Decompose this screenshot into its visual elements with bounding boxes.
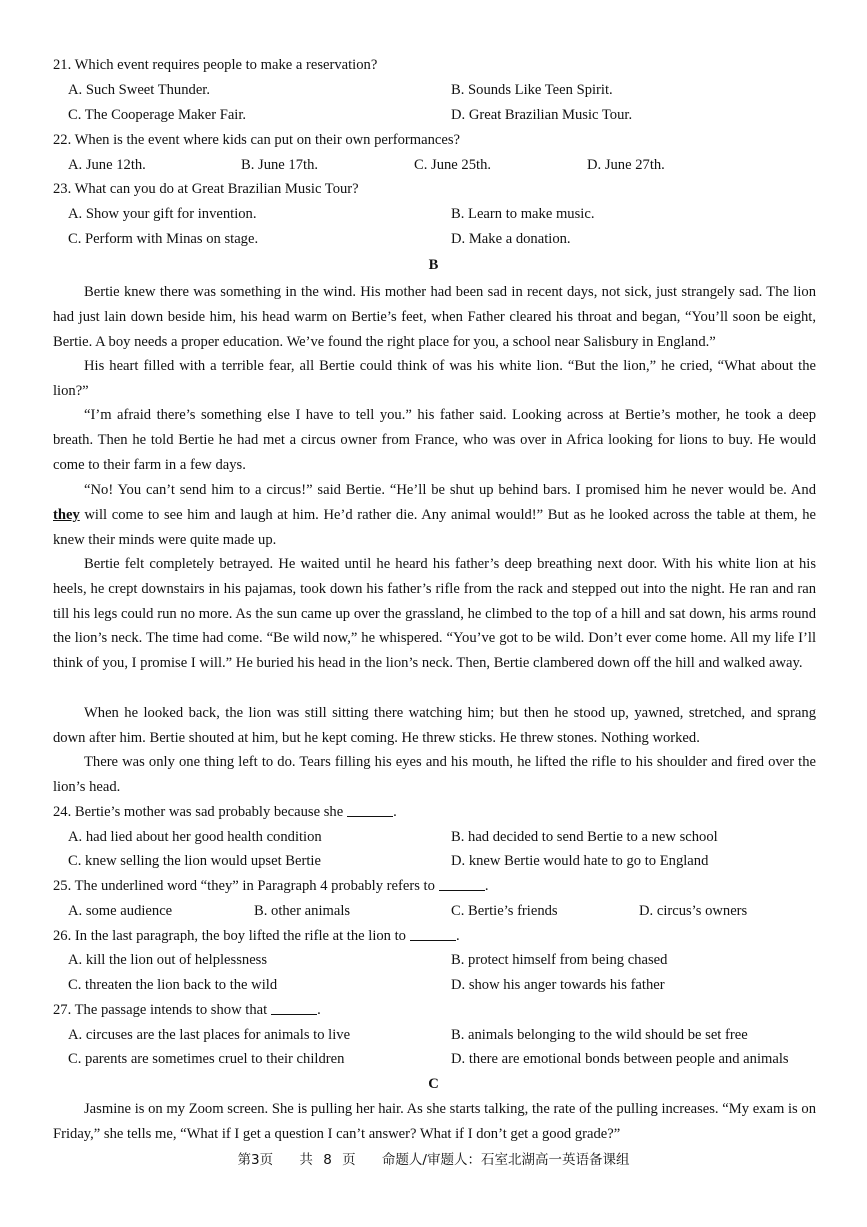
question-25-stem-text: 25. The underlined word “they” in Paragraph 4 probably refers to bbox=[53, 878, 435, 894]
question-22-option-b: B. June 17th. bbox=[241, 157, 319, 173]
question-22-option-c: C. June 25th. bbox=[414, 157, 492, 173]
footer-author: 命题人/审题人：石室北湖高一英语备课组 bbox=[381, 1152, 630, 1168]
question-21-stem: 21. Which event requires people to make a reservation? bbox=[53, 57, 378, 73]
question-24-option-d: D. knew Bertie would hate to go to England bbox=[451, 853, 709, 869]
question-26-stem: 26. In the last paragraph, the boy lifted the rifle at the lion to . bbox=[53, 928, 460, 944]
section-b-heading: B bbox=[428, 257, 439, 273]
question-25-stem: 25. The underlined word “they” in Paragraph 4 probably refers to . bbox=[53, 878, 489, 894]
question-23-option-d: D. Make a donation. bbox=[451, 231, 571, 247]
question-21-option-a: A. Such Sweet Thunder. bbox=[68, 82, 211, 98]
answer-blank bbox=[347, 802, 393, 817]
question-27-stem-text: 27. The passage intends to show that bbox=[53, 1002, 268, 1018]
question-25-option-a: A. some audience bbox=[68, 903, 173, 919]
question-24-stem-text: 24. Bertie’s mother was sad probably because she bbox=[53, 804, 344, 820]
passage-b-paragraph-1: Bertie knew there was something in the wind. His mother had been sad in recent days, not sick, just strangely sad. The lion had just lain down beside him, his head warm on Bertie’s feet, when Father cleared his throat and began, “You’ll soon be eight, Bertie. A boy needs a proper education. We’ve found the right place for you, a school near Salisbury in England.” bbox=[53, 284, 816, 350]
question-26-option-c: C. threaten the lion back to the wild bbox=[68, 977, 278, 993]
question-27-option-c: C. parents are sometimes cruel to their children bbox=[68, 1051, 345, 1067]
question-25-option-d: D. circus’s owners bbox=[639, 903, 748, 919]
question-26-option-b: B. protect himself from being chased bbox=[451, 952, 668, 968]
question-24-option-a: A. had lied about her good health condition bbox=[68, 829, 322, 845]
paragraph-4-text-end: will come to see him and laugh at him. He’d rather die. Any animal would!” But as he looked across the table at them, he knew their minds were quite made up. bbox=[53, 506, 816, 548]
answer-blank bbox=[410, 926, 456, 941]
answer-blank bbox=[271, 1000, 317, 1015]
question-27-option-d: D. there are emotional bonds between people and animals bbox=[451, 1051, 789, 1067]
paragraph-4-text-start: “No! You can’t send him to a circus!” said Bertie. “He’ll be shut up behind bars. I promised him he never would be. And bbox=[84, 482, 816, 498]
section-c-heading: C bbox=[428, 1076, 439, 1092]
passage-b-paragraph-4 bbox=[53, 478, 816, 552]
question-26-option-a: A. kill the lion out of helplessness bbox=[68, 952, 268, 968]
question-22-option-a: A. June 12th. bbox=[68, 157, 146, 173]
passage-b-paragraph-3: “I’m afraid there’s something else I have to tell you.” his father said. Looking across at Bertie’s mother, he took a deep breath. Then he told Bertie he had met a circus owner from France, who was over in Africa looking for lions to buy. He would come to their farm in a few days. bbox=[53, 407, 816, 473]
question-27-stem: 27. The passage intends to show that . bbox=[53, 1002, 321, 1018]
page-footer bbox=[0, 1148, 867, 1173]
footer-total-pages: 共 8 页 bbox=[299, 1152, 356, 1168]
question-25-option-c: C. Bertie’s friends bbox=[451, 903, 558, 919]
question-24-option-c: C. knew selling the lion would upset Bertie bbox=[68, 853, 321, 869]
passage-b-paragraph-2: His heart filled with a terrible fear, all Bertie could think of was his white lion. “But the lion,” he cried, “What about the lion?” bbox=[53, 358, 816, 399]
question-21-option-c: C. The Cooperage Maker Fair. bbox=[68, 107, 247, 123]
question-23-option-a: A. Show your gift for invention. bbox=[68, 206, 257, 222]
question-25-option-b: B. other animals bbox=[254, 903, 351, 919]
question-21-option-b: B. Sounds Like Teen Spirit. bbox=[451, 82, 613, 98]
question-22-option-d: D. June 27th. bbox=[587, 157, 665, 173]
question-21-option-d: D. Great Brazilian Music Tour. bbox=[451, 107, 633, 123]
question-23-option-c: C. Perform with Minas on stage. bbox=[68, 231, 259, 247]
passage-b-paragraph-6: When he looked back, the lion was still sitting there watching him; but then he stood up, yawned, stretched, and sprang down after him. Bertie shouted at him, but he kept coming. He threw sticks. He threw stones. Nothing worked. bbox=[53, 705, 816, 746]
question-23-option-b: B. Learn to make music. bbox=[451, 206, 595, 222]
underlined-word-they: they bbox=[53, 506, 80, 523]
question-23-stem: 23. What can you do at Great Brazilian Music Tour? bbox=[53, 181, 359, 197]
question-26-stem-text: 26. In the last paragraph, the boy lifted the rifle at the lion to bbox=[53, 928, 406, 944]
question-24-option-b: B. had decided to send Bertie to a new school bbox=[451, 829, 718, 845]
question-22-stem: 22. When is the event where kids can put on their own performances? bbox=[53, 132, 461, 148]
question-27-option-a: A. circuses are the last places for animals to live bbox=[68, 1027, 351, 1043]
passage-c-paragraph-1: Jasmine is on my Zoom screen. She is pulling her hair. As she starts talking, the rate of the pulling increases. “My exam is on Friday,” she tells me, “What if I get a question I can’t answer? What if I don’t get a good grade?” bbox=[53, 1101, 816, 1142]
answer-blank bbox=[439, 876, 485, 891]
passage-b-paragraph-5: Bertie felt completely betrayed. He waited until he heard his father’s deep breathing next door. With his white lion at his heels, he crept downstairs in his pajamas, took down his father’s rifle from the rack and stepped out into the night. He ran and ran till his legs could run no more. As the sun came up over the grassland, he climbed to the top of a hill and sat down, his arms round the lion’s neck. The time had come. “Be wild now,” he whispered. “You’ve got to be wild. Don’t ever come home. All my life I’ll think of you, I promise I will.” He buried his head in the lion’s neck. Then, Bertie clambered down off the hill and walked away. bbox=[53, 556, 816, 672]
question-26-option-d: D. show his anger towards his father bbox=[451, 977, 665, 993]
question-27-option-b: B. animals belonging to the wild should be set free bbox=[451, 1027, 748, 1043]
footer-page-number: 第3页 bbox=[237, 1152, 274, 1168]
question-24-stem: 24. Bertie’s mother was sad probably because she . bbox=[53, 804, 397, 820]
passage-b-paragraph-7: There was only one thing left to do. Tears filling his eyes and his mouth, he lifted the rifle to his shoulder and fired over the lion’s head. bbox=[53, 754, 816, 795]
